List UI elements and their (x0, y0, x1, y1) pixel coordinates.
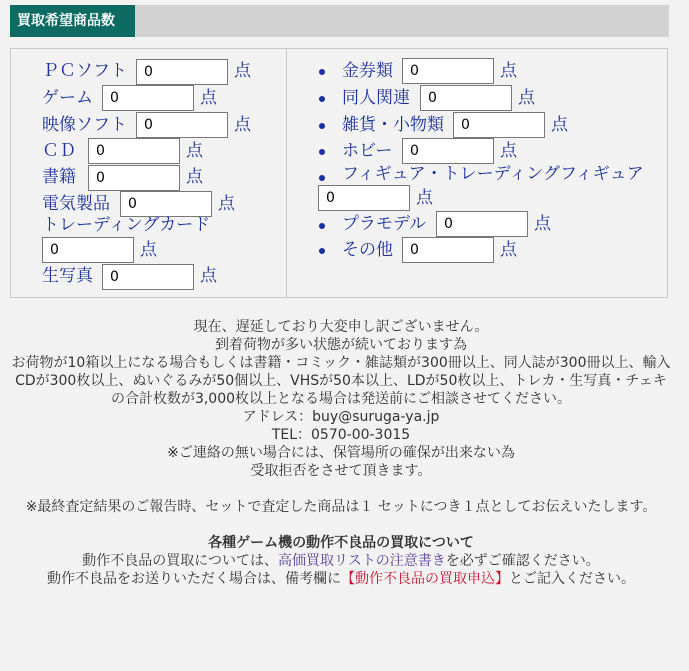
pc-software-quantity-input[interactable] (136, 59, 228, 85)
unit-label: 点 (500, 141, 517, 161)
doujin-quantity-input[interactable] (420, 85, 512, 111)
label-cd: ＣＤ (42, 141, 76, 161)
unit-label: 点 (234, 115, 251, 135)
cd-quantity-input[interactable] (88, 138, 180, 164)
defective-items-remarks: 動作不良品をお送りいただく場合は、備考欄に【動作不良品の買取申込】とご記入ください。 (47, 571, 635, 587)
label-books: 書籍 (42, 167, 76, 187)
label-figures: フィギュア・トレーディングフィギュア (342, 164, 644, 184)
label-plastic-models: プラモデル (342, 214, 427, 234)
figures-quantity-input[interactable] (318, 185, 410, 211)
notice-set-count: ※最終査定結果のご報告時、セットで査定した商品は１ セットにつき１点としてお伝えいたします。 (25, 499, 657, 515)
label-other: その他 (342, 240, 393, 260)
unit-label: 点 (200, 266, 217, 286)
plastic-models-quantity-input[interactable] (436, 211, 528, 237)
label-electronics: 電気製品 (42, 194, 110, 214)
hobby-quantity-input[interactable] (402, 138, 494, 164)
unit-label: 点 (234, 61, 251, 81)
unit-label: 点 (551, 115, 568, 135)
quantity-form (10, 48, 668, 298)
unit-label: 点 (200, 88, 217, 108)
unit-label: 点 (416, 188, 433, 208)
bullet-icon (319, 223, 325, 229)
books-quantity-input[interactable] (88, 165, 180, 191)
bullet-icon (319, 175, 325, 181)
unit-label: 点 (518, 88, 535, 108)
column-divider (286, 49, 287, 297)
defective-items-check: 動作不良品の買取については、高価買取リストの注意書きを必ずご確認ください。 (82, 553, 600, 569)
photos-quantity-input[interactable] (102, 264, 194, 290)
label-doujin: 同人関連 (342, 88, 410, 108)
label-game: ゲーム (42, 88, 93, 108)
notice-conditions: お荷物が10箱以上になる場合もしくは書籍・コミック・雑誌類が300冊以上、同人誌が300冊以上、輸入CDが300枚以上、ぬいぐるみが50個以上、VHSが50本以上、LDが50枚以上、トレカ・生写真・チェキの合計枚数が3,000枚以上となる場合は発送前にご相談させてください。 (11, 355, 671, 407)
notice-refusal: 受取拒否をさせて頂きます。 (250, 463, 432, 479)
vouchers-quantity-input[interactable] (402, 58, 494, 84)
defective-application-note: 【動作不良品の買取申込】 (341, 571, 509, 587)
notice-address: アドレス：buy@suruga-ya.jp (242, 409, 440, 425)
trading-cards-quantity-input[interactable] (42, 237, 134, 263)
price-list-notes-link[interactable]: 高価買取リストの注意書き (278, 553, 446, 569)
section-title: 買取希望商品数 (10, 5, 135, 37)
notice-tel: TEL：0570-00-3015 (271, 427, 411, 443)
label-vouchers: 金券類 (342, 61, 393, 81)
bullet-icon (319, 149, 325, 155)
unit-label: 点 (186, 141, 203, 161)
unit-label: 点 (140, 240, 157, 260)
video-software-quantity-input[interactable] (136, 112, 228, 138)
label-photos: 生写真 (42, 266, 93, 286)
other-quantity-input[interactable] (402, 237, 494, 263)
unit-label: 点 (500, 240, 517, 260)
label-video-software: 映像ソフト (42, 115, 127, 135)
notice-delay: 現在、遅延しており大変申し訳ございません。 (193, 319, 489, 335)
unit-label: 点 (218, 194, 235, 214)
notice-warning: ※ご連絡の無い場合には、保管場所の確保が出来ない為 (167, 445, 515, 461)
label-goods: 雑貨・小物類 (342, 115, 444, 135)
notice-section (10, 318, 672, 588)
notice-volume: 到着荷物が多い状態が続いております為 (215, 337, 467, 353)
label-hobby: ホビー (342, 141, 393, 161)
game-quantity-input[interactable] (102, 85, 194, 111)
bullet-icon (319, 96, 325, 102)
label-trading-cards: トレーディングカード (42, 215, 211, 235)
defective-items-title: 各種ゲーム機の動作不良品の買取について (208, 535, 474, 551)
bullet-icon (319, 248, 325, 254)
label-pc-software: ＰＣソフト (42, 61, 127, 81)
bullet-icon (319, 123, 325, 129)
unit-label: 点 (186, 167, 203, 187)
unit-label: 点 (534, 214, 551, 234)
unit-label: 点 (500, 61, 517, 81)
goods-quantity-input[interactable] (453, 112, 545, 138)
bullet-icon (319, 69, 325, 75)
